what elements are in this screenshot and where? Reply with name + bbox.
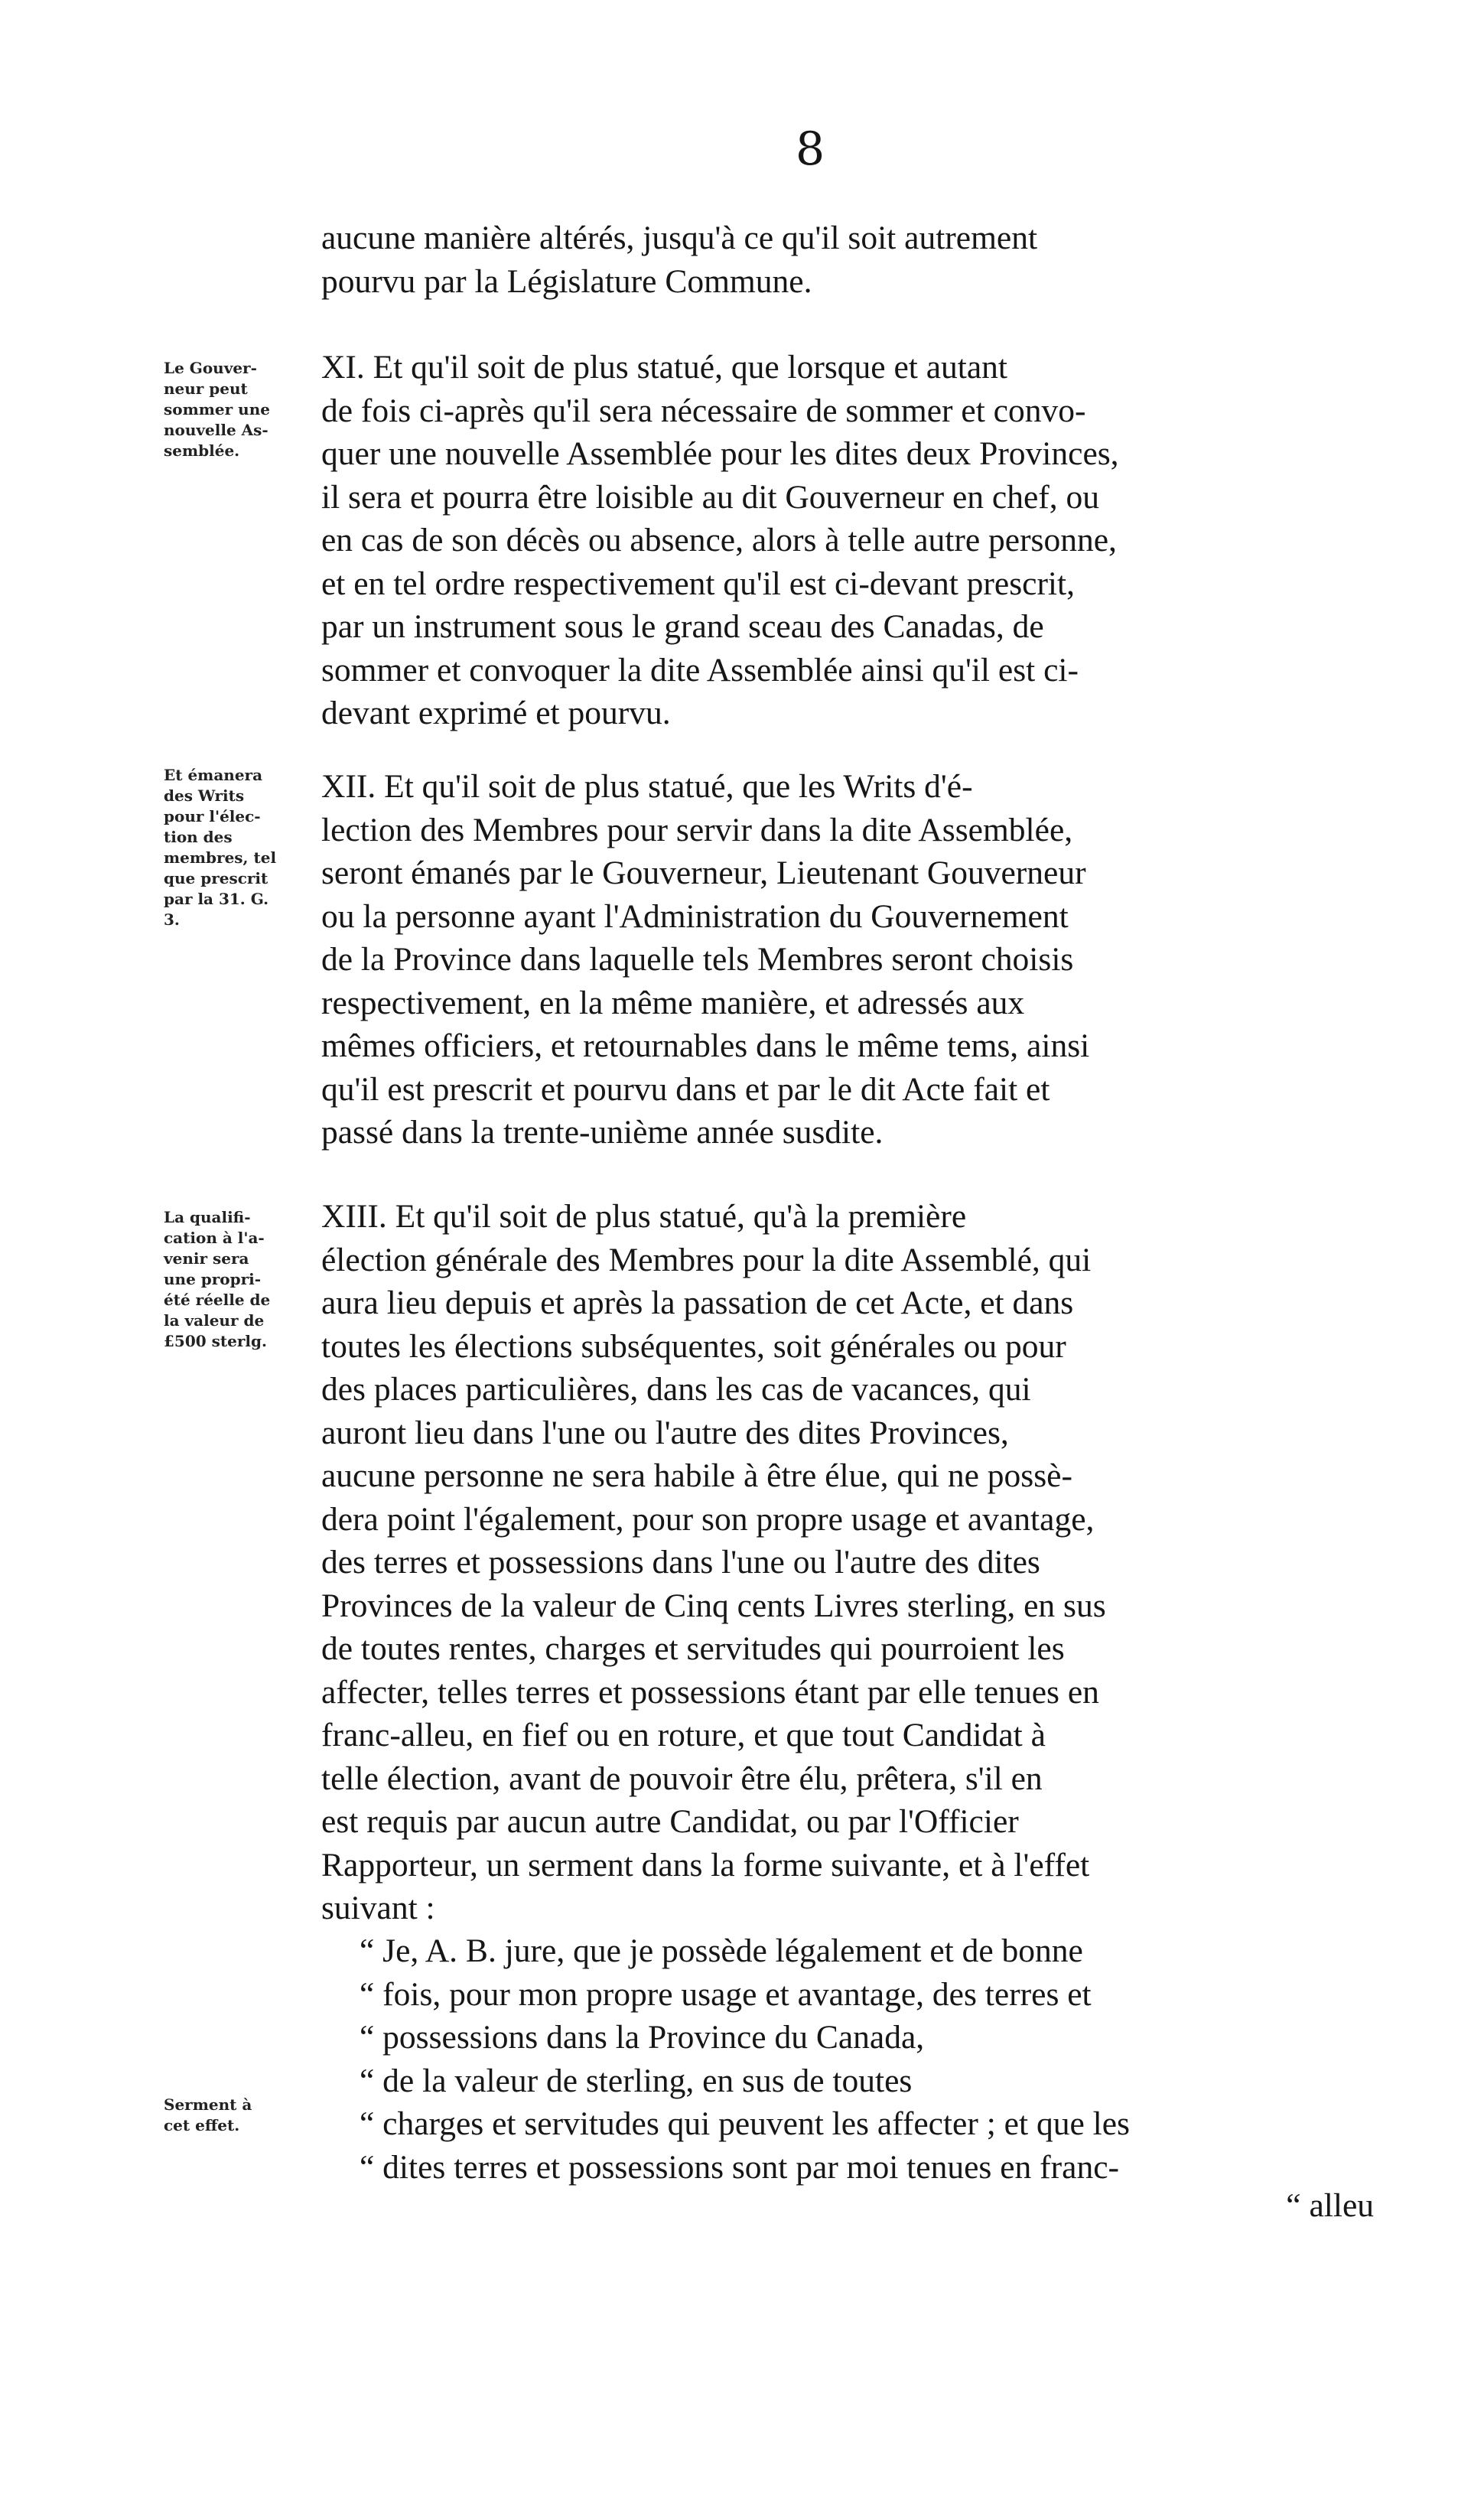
text-line: devant exprimé et pourvu. <box>321 695 671 731</box>
margin-note-line: tion des <box>164 828 233 846</box>
text-line: ou la personne ayant l'Administration du Gouvernement <box>321 897 1069 935</box>
text-line: Rapporteur, un serment dans la forme suivante, et à l'effet <box>321 1846 1090 1883</box>
text-line: quer une nouvelle Assemblée pour les dites deux Provinces, <box>321 435 1119 472</box>
oath-line: “ charges et servitudes qui peuvent les affecter ; et que les <box>360 2105 1130 2142</box>
text-line: est requis par aucun autre Candidat, ou par l'Officier <box>321 1803 1019 1840</box>
margin-note-xiii <box>164 1207 314 1352</box>
text-line: XII. Et qu'il soit de plus statué, que les Writs d'é- <box>321 768 973 805</box>
margin-note-line: £500 sterlg. <box>164 1332 267 1350</box>
text-line: telle élection, avant de pouvoir être élu, prêtera, s'il en <box>321 1760 1043 1797</box>
text-line: respectivement, en la même manière, et adressés aux <box>321 984 1025 1021</box>
text-line: des places particulières, dans les cas de vacances, qui <box>321 1371 1031 1408</box>
text-line: élection générale des Membres pour la dite Assemblé, qui <box>321 1241 1092 1278</box>
text-line: des terres et possessions dans l'une ou l'autre des dites <box>321 1544 1040 1581</box>
margin-note-xi <box>164 358 314 461</box>
margin-note-line: que prescrit <box>164 869 268 887</box>
text-line: Provinces de la valeur de Cinq cents Livres sterling, en sus <box>321 1587 1106 1624</box>
oath-line: “ Je, A. B. jure, que je possède légalement et de bonne <box>360 1932 1083 1969</box>
margin-note-line: la valeur de <box>164 1311 265 1330</box>
margin-note-line: une propri- <box>164 1270 262 1288</box>
text-line: seront émanés par le Gouverneur, Lieutenant Gouverneur <box>321 855 1086 891</box>
margin-note-line: La qualifi- <box>164 1208 251 1226</box>
margin-note-line: membres, tel <box>164 848 277 867</box>
text-line: il sera et pourra être loisible au dit Gouverneur en chef, ou <box>321 478 1100 516</box>
text-line: toutes les élections subséquentes, soit générales ou pour <box>321 1327 1066 1365</box>
text-line: de fois ci-après qu'il sera nécessaire de sommer et convo- <box>321 392 1086 429</box>
text-line: passé dans la trente-unième année susdite. <box>321 1114 884 1151</box>
text-line: aucune manière altérés, jusqu'à ce qu'il soit autrement <box>321 220 1038 256</box>
section-xii <box>321 765 1377 1154</box>
margin-note-line: été réelle de <box>164 1291 271 1309</box>
intro-paragraph <box>321 217 1377 303</box>
text-line: de toutes rentes, charges et servitudes qui pourroient les <box>321 1630 1065 1667</box>
text-line: qu'il est prescrit et pourvu dans et par le dit Acte fait et <box>321 1070 1050 1108</box>
margin-note-xii <box>164 765 314 930</box>
text-line: franc-alleu, en fief ou en roture, et que tout Candidat à <box>321 1717 1046 1753</box>
text-line: par un instrument sous le grand sceau des Canadas, de <box>321 608 1044 645</box>
margin-note-line: neur peut <box>164 379 248 398</box>
oath-text <box>360 1929 1377 2189</box>
text-line: mêmes officiers, et retournables dans le même tems, ainsi <box>321 1027 1090 1064</box>
oath-line: “ dites terres et possessions sont par moi tenues en franc- <box>360 2148 1119 2186</box>
margin-note-line: Et émanera <box>164 766 263 784</box>
margin-note-line: venir sera <box>164 1249 249 1268</box>
text-line: et en tel ordre respectivement qu'il est ci-devant prescrit, <box>321 565 1075 602</box>
text-line: aucune personne ne sera habile à être élue, qui ne possè- <box>321 1457 1072 1494</box>
section-xiii <box>321 1195 1377 1930</box>
margin-note-line: sommer une <box>164 400 270 418</box>
margin-note-line: Serment à <box>164 2095 252 2114</box>
text-line: de la Province dans laquelle tels Membres seront choisis <box>321 941 1074 978</box>
margin-note-line: des Writs <box>164 786 245 805</box>
text-line: aura lieu depuis et après la passation de cet Acte, et dans <box>321 1284 1074 1321</box>
text-line: sommer et convoquer la dite Assemblée ainsi qu'il est ci- <box>321 651 1079 689</box>
margin-note-line: Le Gouver- <box>164 359 257 377</box>
oath-line: “ possessions dans la Province du Canada, <box>360 2019 925 2056</box>
margin-note-line: semblée. <box>164 441 240 460</box>
catchword: “ alleu <box>1286 2187 1374 2224</box>
section-xi <box>321 346 1377 735</box>
margin-note-oath <box>164 2095 314 2136</box>
text-line: lection des Membres pour servir dans la dite Assemblée, <box>321 811 1073 848</box>
oath-line: “ fois, pour mon propre usage et avantage, des terres et <box>360 1975 1092 2013</box>
text-line: en cas de son décès ou absence, alors à telle autre personne, <box>321 522 1117 558</box>
text-line: dera point l'également, pour son propre usage et avantage, <box>321 1500 1095 1538</box>
margin-note-line: cet effet. <box>164 2116 240 2134</box>
text-line: affecter, telles terres et possessions étant par elle tenues en <box>321 1673 1099 1711</box>
margin-note-line: pour l'élec- <box>164 807 261 825</box>
margin-note-line: par la 31. G. <box>164 890 269 908</box>
page-number: 8 <box>796 122 825 176</box>
text-line: auront lieu dans l'une ou l'autre des dites Provinces, <box>321 1414 1009 1451</box>
text-line: suivant : <box>321 1890 435 1926</box>
text-line: pourvu par la Législature Commune. <box>321 262 812 300</box>
text-line: XI. Et qu'il soit de plus statué, que lorsque et autant <box>321 349 1007 386</box>
margin-note-line: nouvelle As- <box>164 421 268 439</box>
margin-note-line: cation à l'a- <box>164 1229 265 1247</box>
oath-line: “ de la valeur de sterling, en sus de toutes <box>360 2062 913 2099</box>
text-line: XIII. Et qu'il soit de plus statué, qu'à la première <box>321 1198 967 1235</box>
margin-note-line: 3. <box>164 910 180 929</box>
